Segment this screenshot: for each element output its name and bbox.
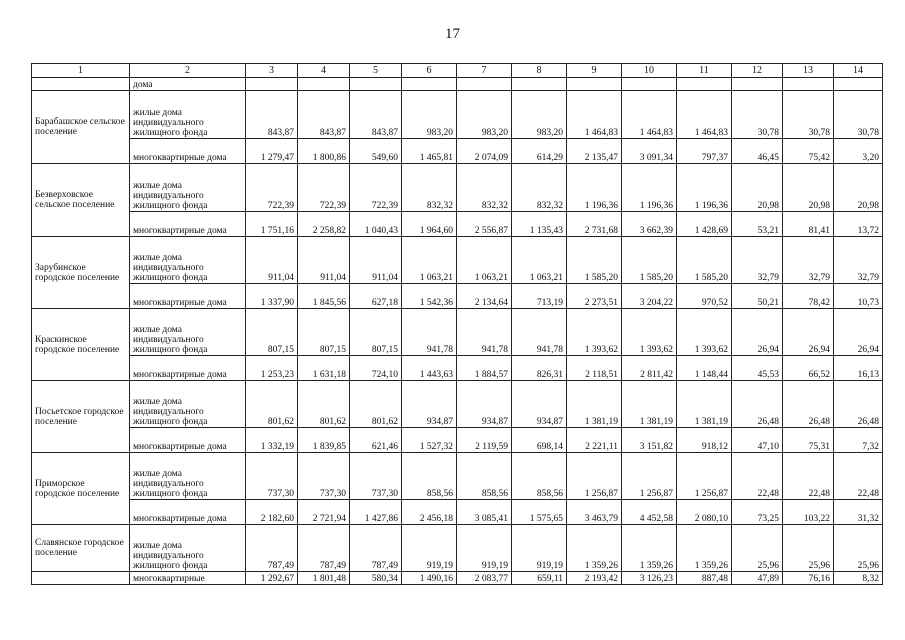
value-cell: 1 256,87 — [567, 453, 622, 500]
value-cell: 1 359,26 — [677, 525, 732, 572]
value-cell: 2 080,10 — [677, 500, 732, 525]
value-cell — [512, 78, 567, 91]
column-header: 10 — [622, 64, 677, 78]
table-row — [32, 309, 883, 356]
value-cell: 832,32 — [457, 164, 512, 212]
value-cell: 1 839,85 — [298, 428, 350, 453]
value-cell: 787,49 — [350, 525, 402, 572]
value-cell: 75,42 — [783, 139, 834, 164]
value-cell — [567, 78, 622, 91]
value-cell: 934,87 — [512, 381, 567, 428]
value-cell: 1 964,60 — [402, 212, 457, 237]
value-cell: 858,56 — [512, 453, 567, 500]
value-cell: 30,78 — [783, 91, 834, 139]
value-cell: 787,49 — [298, 525, 350, 572]
table-row — [32, 164, 883, 212]
column-header: 1 — [32, 64, 130, 78]
value-cell: 843,87 — [350, 91, 402, 139]
value-cell: 7,32 — [834, 428, 883, 453]
value-cell: 1 148,44 — [677, 356, 732, 381]
value-cell: 30,78 — [834, 91, 883, 139]
value-cell: 1 393,62 — [622, 309, 677, 356]
housing-type: жилые дома индивидуального жилищного фонда — [130, 237, 246, 284]
settlement-name: Краскинское городское поселение — [32, 309, 130, 381]
value-cell — [350, 78, 402, 91]
column-header: 9 — [567, 64, 622, 78]
value-cell: 1 464,83 — [677, 91, 732, 139]
value-cell: 1 800,86 — [298, 139, 350, 164]
value-cell: 1 845,56 — [298, 284, 350, 309]
value-cell: 22,48 — [783, 453, 834, 500]
housing-type: многоквартирные дома — [130, 212, 246, 237]
value-cell: 858,56 — [402, 453, 457, 500]
value-cell: 807,15 — [246, 309, 298, 356]
column-header: 8 — [512, 64, 567, 78]
value-cell: 16,13 — [834, 356, 883, 381]
value-cell: 621,46 — [350, 428, 402, 453]
value-cell: 32,79 — [834, 237, 883, 284]
value-cell: 47,10 — [732, 428, 783, 453]
value-cell: 26,94 — [834, 309, 883, 356]
value-cell: 698,14 — [512, 428, 567, 453]
value-cell: 2 083,77 — [457, 572, 512, 585]
table-row — [32, 78, 883, 91]
value-cell: 614,29 — [512, 139, 567, 164]
value-cell: 25,96 — [732, 525, 783, 572]
value-cell: 911,04 — [298, 237, 350, 284]
value-cell: 2 182,60 — [246, 500, 298, 525]
value-cell: 934,87 — [402, 381, 457, 428]
value-cell: 2 074,09 — [457, 139, 512, 164]
housing-type: многоквартирные дома — [130, 428, 246, 453]
value-cell — [783, 78, 834, 91]
value-cell: 81,41 — [783, 212, 834, 237]
value-cell: 1 464,83 — [622, 91, 677, 139]
value-cell: 858,56 — [457, 453, 512, 500]
value-cell: 1 464,83 — [567, 91, 622, 139]
table-row — [32, 284, 883, 309]
value-cell: 4 452,58 — [622, 500, 677, 525]
value-cell: 911,04 — [246, 237, 298, 284]
value-cell: 2 811,42 — [622, 356, 677, 381]
value-cell: 10,73 — [834, 284, 883, 309]
value-cell: 807,15 — [298, 309, 350, 356]
column-number-row — [32, 64, 883, 78]
value-cell: 1 751,16 — [246, 212, 298, 237]
value-cell: 26,48 — [783, 381, 834, 428]
value-cell — [732, 78, 783, 91]
value-cell: 32,79 — [732, 237, 783, 284]
value-cell: 1 196,36 — [567, 164, 622, 212]
value-cell: 659,11 — [512, 572, 567, 585]
value-cell: 31,32 — [834, 500, 883, 525]
value-cell: 26,48 — [732, 381, 783, 428]
value-cell: 627,18 — [350, 284, 402, 309]
value-cell: 807,15 — [350, 309, 402, 356]
value-cell: 843,87 — [298, 91, 350, 139]
housing-type: дома — [130, 78, 246, 91]
settlement-cell — [32, 572, 130, 585]
value-cell: 1 063,21 — [457, 237, 512, 284]
value-cell: 797,37 — [677, 139, 732, 164]
value-cell: 724,10 — [350, 356, 402, 381]
table-row — [32, 572, 883, 585]
value-cell: 911,04 — [350, 237, 402, 284]
value-cell: 2 273,51 — [567, 284, 622, 309]
value-cell: 2 193,42 — [567, 572, 622, 585]
value-cell: 32,79 — [783, 237, 834, 284]
value-cell: 1 585,20 — [622, 237, 677, 284]
column-header: 13 — [783, 64, 834, 78]
value-cell: 1 359,26 — [567, 525, 622, 572]
value-cell: 1 465,81 — [402, 139, 457, 164]
value-cell: 1 585,20 — [567, 237, 622, 284]
value-cell: 26,94 — [732, 309, 783, 356]
value-cell: 737,30 — [246, 453, 298, 500]
value-cell: 1 063,21 — [402, 237, 457, 284]
value-cell: 1 428,69 — [677, 212, 732, 237]
value-cell — [834, 78, 883, 91]
value-cell: 26,48 — [834, 381, 883, 428]
value-cell: 1 542,36 — [402, 284, 457, 309]
value-cell: 45,53 — [732, 356, 783, 381]
value-cell: 549,60 — [350, 139, 402, 164]
value-cell: 919,19 — [457, 525, 512, 572]
housing-type: многоквартирные дома — [130, 356, 246, 381]
value-cell — [457, 78, 512, 91]
value-cell: 2 258,82 — [298, 212, 350, 237]
value-cell: 3 085,41 — [457, 500, 512, 525]
settlement-name: Славянское городское поселение — [32, 525, 130, 572]
housing-type: жилые дома индивидуального жилищного фонда — [130, 453, 246, 500]
value-cell — [622, 78, 677, 91]
table-body — [32, 78, 883, 585]
value-cell: 1 256,87 — [677, 453, 732, 500]
value-cell: 78,42 — [783, 284, 834, 309]
table-row — [32, 356, 883, 381]
column-header: 7 — [457, 64, 512, 78]
value-cell: 20,98 — [783, 164, 834, 212]
value-cell: 1 884,57 — [457, 356, 512, 381]
value-cell: 2 118,51 — [567, 356, 622, 381]
value-cell: 801,62 — [298, 381, 350, 428]
value-cell: 843,87 — [246, 91, 298, 139]
value-cell: 737,30 — [298, 453, 350, 500]
column-header: 6 — [402, 64, 457, 78]
value-cell: 3 463,79 — [567, 500, 622, 525]
value-cell: 73,25 — [732, 500, 783, 525]
value-cell: 76,16 — [783, 572, 834, 585]
value-cell: 20,98 — [732, 164, 783, 212]
settlement-cell — [32, 78, 130, 91]
value-cell: 941,78 — [402, 309, 457, 356]
value-cell: 1 256,87 — [622, 453, 677, 500]
value-cell: 8,32 — [834, 572, 883, 585]
value-cell: 3,20 — [834, 139, 883, 164]
value-cell: 30,78 — [732, 91, 783, 139]
value-cell: 25,96 — [834, 525, 883, 572]
value-cell: 2 456,18 — [402, 500, 457, 525]
column-header: 4 — [298, 64, 350, 78]
value-cell: 1 196,36 — [622, 164, 677, 212]
value-cell: 1 196,36 — [677, 164, 732, 212]
table-row — [32, 525, 883, 572]
value-cell: 919,19 — [402, 525, 457, 572]
value-cell: 713,19 — [512, 284, 567, 309]
tariff-table — [31, 63, 883, 585]
value-cell: 887,48 — [677, 572, 732, 585]
value-cell: 941,78 — [457, 309, 512, 356]
value-cell: 787,49 — [246, 525, 298, 572]
value-cell: 1 253,23 — [246, 356, 298, 381]
value-cell: 722,39 — [298, 164, 350, 212]
value-cell: 2 731,68 — [567, 212, 622, 237]
value-cell: 75,31 — [783, 428, 834, 453]
value-cell: 2 135,47 — [567, 139, 622, 164]
table-row — [32, 381, 883, 428]
value-cell: 1 359,26 — [622, 525, 677, 572]
table-row — [32, 428, 883, 453]
value-cell: 50,21 — [732, 284, 783, 309]
page-number: 17 — [445, 26, 460, 42]
value-cell: 13,72 — [834, 212, 883, 237]
value-cell: 1 381,19 — [677, 381, 732, 428]
settlement-name: Приморское городское поселение — [32, 453, 130, 525]
value-cell: 1 631,18 — [298, 356, 350, 381]
value-cell: 25,96 — [783, 525, 834, 572]
column-header: 14 — [834, 64, 883, 78]
value-cell: 919,19 — [512, 525, 567, 572]
value-cell — [298, 78, 350, 91]
value-cell: 918,12 — [677, 428, 732, 453]
value-cell: 1 063,21 — [512, 237, 567, 284]
value-cell: 737,30 — [350, 453, 402, 500]
value-cell: 941,78 — [512, 309, 567, 356]
value-cell — [402, 78, 457, 91]
value-cell: 1 527,32 — [402, 428, 457, 453]
value-cell: 2 721,94 — [298, 500, 350, 525]
column-header: 2 — [130, 64, 246, 78]
housing-type: многоквартирные дома — [130, 500, 246, 525]
value-cell: 934,87 — [457, 381, 512, 428]
settlement-name: Посьетское городское поселение — [32, 381, 130, 453]
value-cell: 3 151,82 — [622, 428, 677, 453]
value-cell: 826,31 — [512, 356, 567, 381]
housing-type: жилые дома индивидуального жилищного фонда — [130, 164, 246, 212]
value-cell: 2 134,64 — [457, 284, 512, 309]
value-cell: 1 337,90 — [246, 284, 298, 309]
value-cell: 1 381,19 — [622, 381, 677, 428]
value-cell: 970,52 — [677, 284, 732, 309]
value-cell: 1 575,65 — [512, 500, 567, 525]
value-cell: 1 381,19 — [567, 381, 622, 428]
value-cell: 1 040,43 — [350, 212, 402, 237]
table-row — [32, 237, 883, 284]
housing-type: многоквартирные дома — [130, 139, 246, 164]
value-cell: 20,98 — [834, 164, 883, 212]
settlement-name: Зарубинское городское поселение — [32, 237, 130, 309]
value-cell: 2 119,59 — [457, 428, 512, 453]
value-cell: 3 126,23 — [622, 572, 677, 585]
value-cell: 3 204,22 — [622, 284, 677, 309]
value-cell: 3 091,34 — [622, 139, 677, 164]
value-cell: 801,62 — [350, 381, 402, 428]
value-cell: 983,20 — [457, 91, 512, 139]
value-cell: 722,39 — [246, 164, 298, 212]
value-cell: 801,62 — [246, 381, 298, 428]
value-cell: 1 135,43 — [512, 212, 567, 237]
column-header: 5 — [350, 64, 402, 78]
value-cell: 1 427,86 — [350, 500, 402, 525]
value-cell: 22,48 — [732, 453, 783, 500]
value-cell: 580,34 — [350, 572, 402, 585]
settlement-name: Безверховское сельское поселение — [32, 164, 130, 237]
value-cell: 26,94 — [783, 309, 834, 356]
value-cell: 46,45 — [732, 139, 783, 164]
table-row — [32, 212, 883, 237]
column-header: 11 — [677, 64, 732, 78]
value-cell: 53,21 — [732, 212, 783, 237]
value-cell: 66,52 — [783, 356, 834, 381]
housing-type: жилые дома индивидуального жилищного фонда — [130, 91, 246, 139]
housing-type: жилые дома индивидуального жилищного фонда — [130, 525, 246, 572]
value-cell: 3 662,39 — [622, 212, 677, 237]
value-cell: 1 443,63 — [402, 356, 457, 381]
value-cell: 722,39 — [350, 164, 402, 212]
value-cell: 103,22 — [783, 500, 834, 525]
column-header: 12 — [732, 64, 783, 78]
value-cell: 832,32 — [402, 164, 457, 212]
column-header: 3 — [246, 64, 298, 78]
table-row — [32, 91, 883, 139]
housing-type: многоквартирные — [130, 572, 246, 585]
value-cell: 1 393,62 — [677, 309, 732, 356]
value-cell: 983,20 — [512, 91, 567, 139]
value-cell: 832,32 — [512, 164, 567, 212]
value-cell: 1 292,67 — [246, 572, 298, 585]
value-cell — [246, 78, 298, 91]
value-cell: 1 332,19 — [246, 428, 298, 453]
table-row — [32, 500, 883, 525]
table-row — [32, 453, 883, 500]
value-cell: 1 801,48 — [298, 572, 350, 585]
housing-type: жилые дома индивидуального жилищного фонда — [130, 381, 246, 428]
value-cell — [677, 78, 732, 91]
value-cell: 47,89 — [732, 572, 783, 585]
value-cell: 22,48 — [834, 453, 883, 500]
housing-type: жилые дома индивидуального жилищного фонда — [130, 309, 246, 356]
value-cell: 1 279,47 — [246, 139, 298, 164]
housing-type: многоквартирные дома — [130, 284, 246, 309]
value-cell: 1 393,62 — [567, 309, 622, 356]
value-cell: 1 490,16 — [402, 572, 457, 585]
value-cell: 1 585,20 — [677, 237, 732, 284]
table-row — [32, 139, 883, 164]
settlement-name: Барабашское сельское поселение — [32, 91, 130, 164]
value-cell: 2 221,11 — [567, 428, 622, 453]
value-cell: 2 556,87 — [457, 212, 512, 237]
value-cell: 983,20 — [402, 91, 457, 139]
